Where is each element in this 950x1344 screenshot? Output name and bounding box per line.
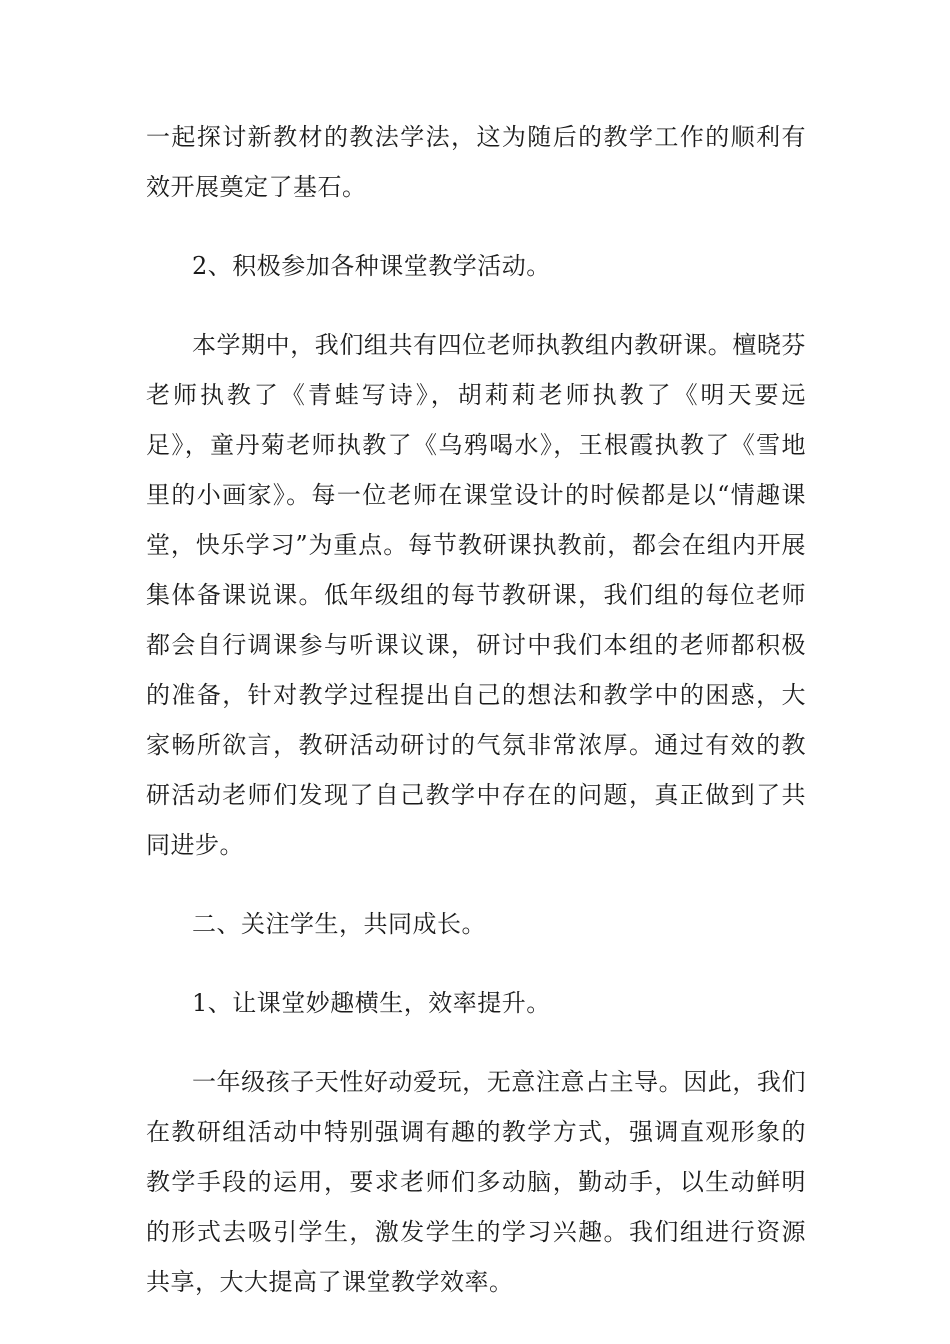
subsection-heading-activities: 2、积极参加各种课堂教学活动。	[192, 252, 551, 280]
section-heading-students: 二、关注学生，共同成长。	[192, 910, 486, 938]
document-body	[146, 112, 806, 1307]
subsection-heading-classroom: 1、让课堂妙趣横生，效率提升。	[192, 989, 551, 1017]
paragraph-first-grade: 一年级孩子天性好动爱玩，无意注意占主导。因此，我们在教研组活动中特别强调有趣的教学方式，强调直观形象的教学手段的运用，要求老师们多动脑，勤动手，以生动鲜明的形式去吸引学生，激发学生的学习兴趣。我们组进行资源共享，大大提高了课堂教学效率。	[146, 1068, 806, 1296]
paragraph-research-lessons: 本学期中，我们组共有四位老师执教组内教研课。檀晓芬老师执教了《青蛙写诗》，胡莉莉老师执教了《明天要远足》，童丹菊老师执教了《乌鸦喝水》，王根霞执教了《雪地里的小画家》。每一位老师在课堂设计的时候都是以“情趣课堂，快乐学习”为重点。每节教研课执教前，都会在组内开展集体备课说课。低年级组的每节教研课，我们组的每位老师都会自行调课参与听课议课，研讨中我们本组的老师都积极的准备，针对教学过程提出自己的想法和教学中的困惑，大家畅所欲言，教研活动研讨的气氛非常浓厚。通过有效的教研活动老师们发现了自己教学中存在的问题，真正做到了共同进步。	[146, 331, 806, 859]
paragraph-continuation: 一起探讨新教材的教法学法，这为随后的教学工作的顺利有效开展奠定了基石。	[146, 123, 806, 201]
